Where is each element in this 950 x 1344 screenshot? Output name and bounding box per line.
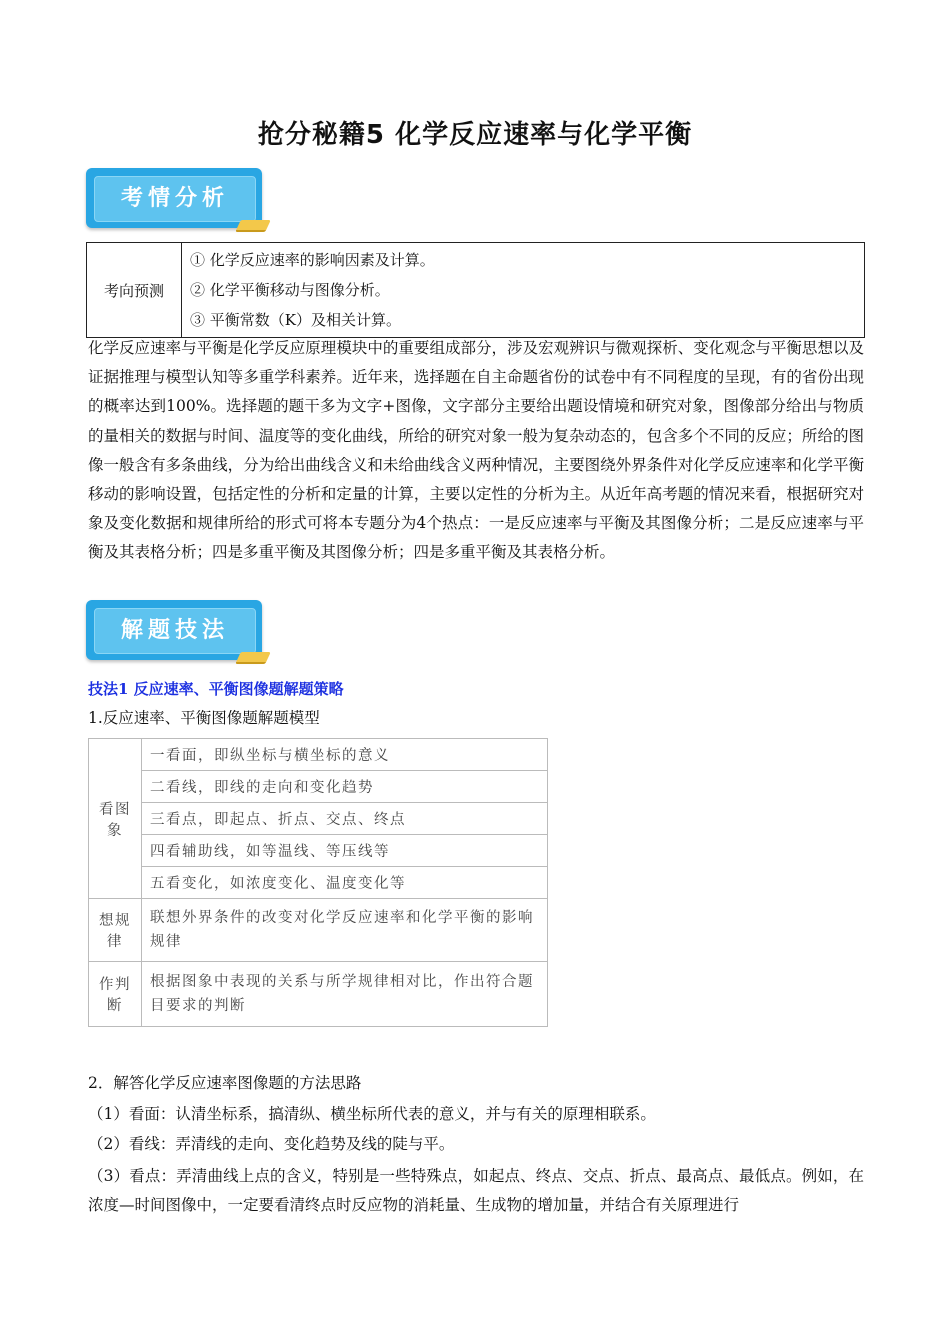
- step-item: （3）看点：弄清曲线上点的含义，特别是一些特殊点，如起点、终点、交点、折点、最高点、最低点。例如，在浓度—时间图像中，一定要看清终点时反应物的消耗量、生成物的增加量，并结合有关原理进行: [88, 1167, 864, 1215]
- look-row: 五看变化，如浓度变化、温度变化等: [142, 867, 548, 899]
- think-label: 想规律: [89, 899, 142, 962]
- look-row: 二看线，即线的走向和变化趋势: [142, 771, 548, 803]
- prediction-item: ③ 平衡常数（K）及相关计算。: [190, 311, 401, 329]
- step-item: （2）看线：弄清线的走向、变化趋势及线的陡与平。: [88, 1135, 455, 1153]
- judge-text: 根据图象中表现的关系与所学规律相对比，作出符合题目要求的判断: [142, 962, 548, 1027]
- banner-label: 解题技法: [94, 608, 256, 654]
- look-row: 三看点，即起点、折点、交点、终点: [142, 803, 548, 835]
- prediction-item: ② 化学平衡移动与图像分析。: [190, 281, 390, 299]
- book-icon: [235, 652, 271, 664]
- look-label: 看图象: [89, 739, 142, 899]
- analysis-paragraph: 化学反应速率与平衡是化学反应原理模块中的重要组成部分，涉及宏观辨识与微观探析、变化观念与平衡思想以及证据推理与模型认知等多重学科素养。近年来，选择题在自主命题省份的试卷中有不同程度的呈现，有的省份出现的概率达到100%。选择题的题干多为文字+图像，文字部分主要给出题设情境和研究对象，图像部分给出与物质的量相关的数据与时间、温度等的变化曲线，所给的研究对象一般为复杂动态的，包含多个不同的反应；所给的图像一般含有多条曲线，分为给出曲线含义和未给曲线含义两种情况，主要图绕外界条件对化学反应速率和化学平衡移动的影响设置，包括定性的分析和定量的计算，主要以定性的分析为主。从近年高考题的情况来看，根据研究对象及变化数据和规律所给的形式可将本专题分为4个热点：一是反应速率与平衡及其图像分析；二是反应速率与平衡及其表格分析；四是多重平衡及其图像分析；四是多重平衡及其表格分析。: [88, 339, 864, 562]
- page-title: 抢分秘籍5 化学反应速率与化学平衡: [257, 120, 693, 150]
- model-heading: 1.反应速率、平衡图像题解题模型: [88, 709, 320, 727]
- method-heading: 2．解答化学反应速率图像题的方法思路: [88, 1074, 362, 1092]
- look-row: 四看辅助线，如等温线、等压线等: [142, 835, 548, 867]
- look-row: 一看面，即纵坐标与横坐标的意义: [142, 739, 548, 771]
- prediction-table: [86, 242, 865, 338]
- section-banner-analysis: [86, 168, 268, 234]
- prediction-item: ① 化学反应速率的影响因素及计算。: [190, 251, 435, 269]
- banner-label: 考情分析: [94, 176, 256, 222]
- model-table: [88, 738, 548, 1027]
- step-item: （1）看面：认清坐标系，搞清纵、横坐标所代表的意义，并与有关的原理相联系。: [88, 1105, 656, 1123]
- judge-label: 作判断: [89, 962, 142, 1027]
- technique-heading: 技法1 反应速率、平衡图像题解题策略: [88, 680, 344, 698]
- book-icon: [235, 220, 271, 232]
- prediction-label: 考向预测: [87, 243, 182, 338]
- section-banner-techniques: [86, 600, 268, 666]
- think-text: 联想外界条件的改变对化学反应速率和化学平衡的影响规律: [142, 899, 548, 962]
